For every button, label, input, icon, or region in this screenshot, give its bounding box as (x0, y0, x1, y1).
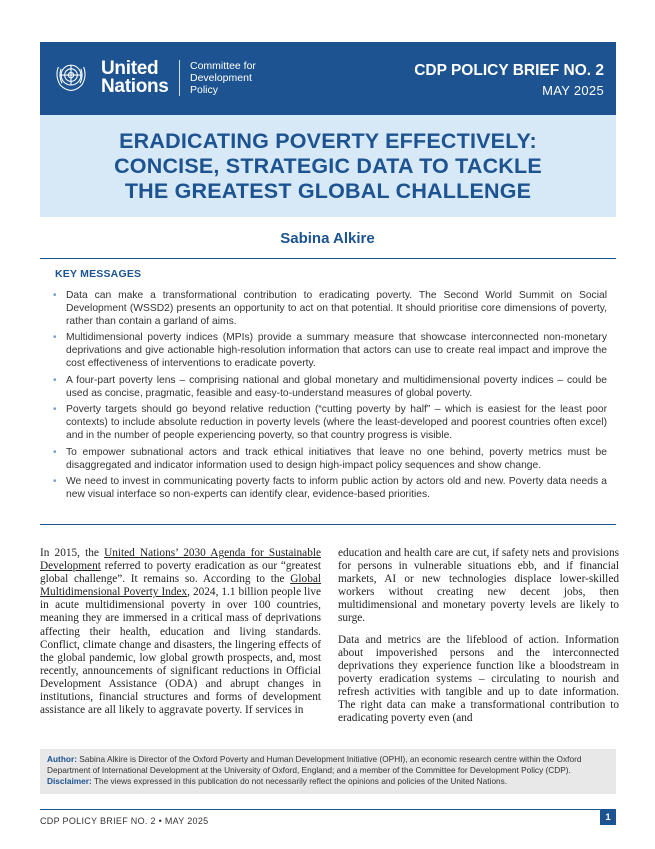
page-number: 1 (600, 810, 616, 825)
bullet-icon: • (53, 404, 57, 416)
header-banner (40, 42, 616, 115)
title-band (40, 115, 616, 217)
key-message-text: A four-part poverty lens – comprising national and global monetary and multidimensional poverty indices – could be used as concise, pragmatic, feasible and easy-to-understand measures of global poverty. (66, 374, 607, 399)
committee-line3: Policy (190, 84, 219, 96)
bullet-icon: • (53, 374, 57, 386)
footer-text: CDP POLICY BRIEF NO. 2 • MAY 2025 (40, 816, 209, 826)
title-line-2: CONCISE, STRATEGIC DATA TO TACKLE (114, 154, 542, 178)
agenda-2030-link[interactable]: United Nations’ 2030 Agenda for Sustainable Development (40, 547, 321, 573)
header-divider (179, 60, 180, 96)
org-line1: United (101, 58, 159, 79)
author-note (47, 754, 609, 776)
brief-date: MAY 2025 (542, 83, 604, 98)
body-paragraph: education and health care are cut, if safety nets and provisions for persons in vulnerable situations ebb, and if financial markets, AI or new technologies displace lower-skilled workers without creating new decent jobs, then multidimensional and monetary poverty levels are likely to surge. (338, 547, 619, 625)
key-messages-divider (40, 524, 616, 525)
title-line-3: THE GREATEST GLOBAL CHALLENGE (124, 179, 532, 203)
author-divider (40, 258, 616, 259)
key-message-item (52, 447, 607, 473)
bullet-icon: • (53, 332, 57, 344)
key-message-text: Multidimensional poverty indices (MPIs) provide a summary measure that showcase interconnected non-monetary deprivations and give actionable high-resolution information that actors can use to create real impact and improve the cost effectiveness of interventions to eradicate poverty. (66, 332, 607, 369)
body-text: In 2015, the (40, 547, 105, 559)
body-column-left (40, 547, 321, 725)
key-message-item (52, 404, 607, 442)
un-emblem-icon (53, 58, 89, 94)
author-note-text: Sabina Alkire is Director of the Oxford Poverty and Human Development Initiative (OPHI), an economic research centre within the Oxford Department of International Development at the University of Oxford, England; and a member of the Committee for Development Policy (CDP). (47, 754, 582, 775)
disclaimer (47, 776, 609, 787)
org-line2: Nations (101, 76, 169, 97)
key-message-text: To empower subnational actors and track ethical initiatives that leave no one behind, poverty metrics must be disaggregated and indicator information used to design high-impact policy sequences and show change. (66, 446, 607, 471)
title-line-1: ERADICATING POVERTY EFFECTIVELY: (119, 129, 537, 153)
un-wordmark (101, 60, 169, 96)
body-text: , 2024, 1.1 billion people live in acute multidimensional poverty in over 100 countries, meaning they are immersed in a critical mass of deprivations affecting their health, education and living standards. Conflict, climate change and disasters, the lingering effects of the global pandemic, low global growth prospects, and, most recently, announcements of significant reductions in Official Development Assistance (ODA) and abrupt changes in institutions, financial structures and forms of development assistance are all likely to aggravate poverty. If services in (40, 586, 322, 717)
committee-name (190, 60, 280, 96)
bullet-icon: • (53, 446, 57, 458)
key-message-text: Data can make a transformational contribution to eradicating poverty. The Second World Summit on Social Development (WSSD2) presents an opportunity to act on that potential. It should prioritise core dimensions of poverty, rather than contain a garland of aims. (66, 290, 607, 327)
disclaimer-label: Disclaimer: (47, 775, 92, 786)
committee-line2: Development (190, 72, 252, 84)
author-note-label: Author: (47, 754, 77, 764)
committee-line1: Committee for (190, 60, 256, 72)
key-message-text: We need to invest in communicating poverty facts to inform public action by actors old and new. Poverty data needs a new visual interface so non-experts can identify clear, evidence-based priorities. (66, 476, 607, 501)
key-message-item (52, 375, 607, 401)
key-message-item (52, 290, 607, 328)
key-message-text: Poverty targets should go beyond relative reduction (“cutting poverty by half” – which is easiest for the least poor contexts) to include absolute reduction in poverty levels (where the least-developed and poorest countries often excel) and in the number of people experiencing poverty, so that country progress is visible. (66, 404, 607, 441)
bullet-icon: • (53, 290, 57, 301)
brief-number: CDP POLICY BRIEF NO. 2 (414, 62, 604, 79)
document-title (40, 129, 616, 204)
key-messages-heading: KEY MESSAGES (55, 268, 142, 280)
key-message-item (52, 476, 607, 502)
disclaimer-text: The views expressed in this publication do not necessarily reflect the opinions and policies of the United Nations. (91, 775, 508, 786)
body-paragraph: Data and metrics are the lifeblood of action. Information about impoverished persons and the interconnected deprivations they experience function like a bloodstream in poverty eradication systems – circulating to nourish and refresh activities with tangible and up to date information. The right data can make a transformational contribution to eradicating poverty even (and (338, 633, 619, 725)
body-text: referred to poverty eradication as our “greatest global challenge”. It remains so. According to the (40, 560, 321, 586)
key-messages-list (52, 290, 607, 506)
key-message-item (52, 332, 607, 370)
footer-divider (40, 809, 616, 810)
global-mpi-link[interactable]: Global Multidimensional Poverty Index (40, 573, 321, 599)
body-column-right (338, 547, 619, 733)
body-paragraph (40, 547, 321, 717)
author-name: Sabina Alkire (280, 230, 375, 247)
bullet-icon: • (53, 476, 57, 488)
author-note-box (40, 749, 616, 794)
